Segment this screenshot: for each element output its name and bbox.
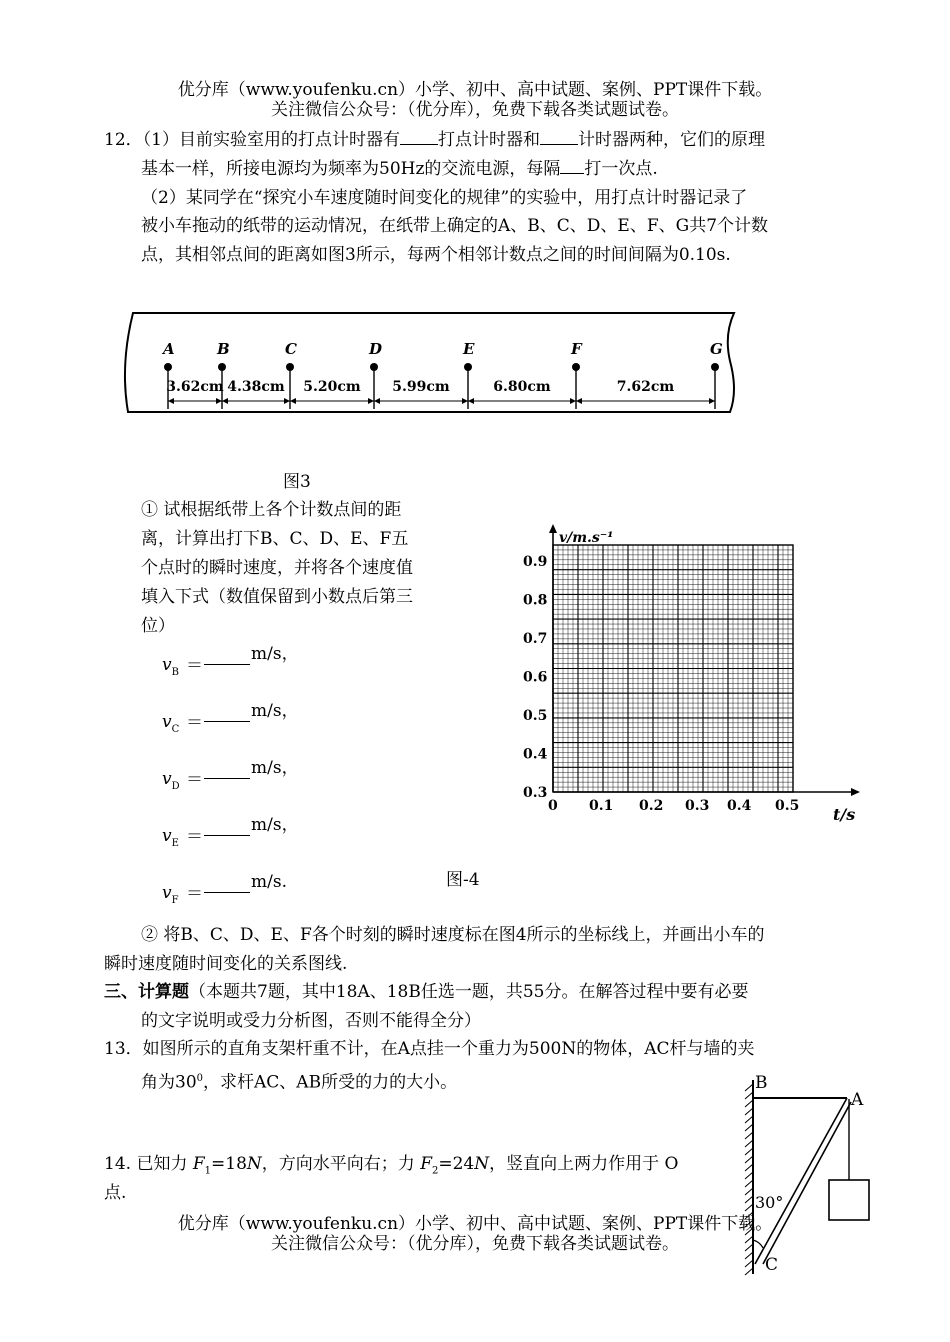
hatch-line bbox=[745, 1180, 753, 1187]
x-tick-label: 0 bbox=[548, 798, 558, 814]
answer-blank[interactable] bbox=[204, 817, 250, 836]
y-tick-label: 0.7 bbox=[523, 631, 548, 647]
dimension-arrow bbox=[216, 398, 222, 404]
section3-line-1 bbox=[104, 978, 748, 1007]
label-angle: 30° bbox=[755, 1193, 784, 1212]
section3-title: 三、计算题 bbox=[104, 982, 189, 1002]
q14-text-b: =18 bbox=[211, 1154, 247, 1174]
hatch-line bbox=[745, 1164, 753, 1171]
y-axis-arrow bbox=[549, 524, 557, 533]
q13-line-1 bbox=[104, 1035, 755, 1064]
tape-distance-label: 7.62cm bbox=[616, 379, 675, 395]
hatch-line bbox=[745, 1196, 753, 1203]
f2-symbol: F bbox=[420, 1154, 432, 1174]
q12-part2-line-2: 被小车拖动的纸带的运动情况，在纸带上确定的A、B、C、D、E、F、G共7个计数 bbox=[141, 216, 769, 236]
velocity-symbol bbox=[162, 769, 180, 792]
hatch-line bbox=[745, 1268, 753, 1275]
equals-sign: ＝ bbox=[186, 656, 203, 676]
hatch-line bbox=[745, 1172, 753, 1179]
q12-part2-line-3: 点，其相邻点间的距离如图3所示，每两个相邻计数点之间的时间间隔为0.10s. bbox=[141, 245, 731, 265]
equals-sign: ＝ bbox=[186, 827, 203, 847]
x-axis-arrow bbox=[851, 788, 860, 796]
tape-distance-label: 5.20cm bbox=[303, 379, 361, 395]
tape-outline bbox=[125, 313, 734, 412]
tape-distance-label: 4.38cm bbox=[227, 379, 285, 395]
hatch-line bbox=[745, 1148, 753, 1155]
answer-blank[interactable] bbox=[560, 155, 584, 174]
q14-text-c: ，方向水平向右；力 bbox=[261, 1154, 421, 1174]
q12-part1-text-c: 计时器两种，它们的原理 bbox=[577, 130, 765, 150]
velocity-symbol bbox=[162, 655, 179, 678]
x-tick-label: 0.2 bbox=[639, 798, 664, 814]
f1-subscript: 1 bbox=[204, 1165, 212, 1177]
q13-superscript: 0 bbox=[196, 1073, 204, 1084]
hatch-line bbox=[745, 1156, 753, 1163]
v-symbol: v bbox=[162, 883, 172, 903]
v-subscript: C bbox=[171, 724, 180, 735]
dimension-arrow bbox=[290, 398, 296, 404]
q12-part1-text-b: 打点计时器和 bbox=[437, 130, 540, 150]
y-axis-label: v/m.s⁻¹ bbox=[559, 530, 614, 546]
dimension-arrow bbox=[374, 398, 380, 404]
hatch-line bbox=[745, 1116, 753, 1123]
v-subscript: B bbox=[171, 667, 179, 678]
header-line-2: 关注微信公众号：（优分库），免费下载各类试题试卷。 bbox=[271, 100, 679, 120]
dimension-arrow bbox=[468, 398, 474, 404]
velocity-symbol bbox=[162, 883, 179, 906]
velocity-unit: m/s. bbox=[251, 872, 287, 892]
sub1-line: 位） bbox=[141, 616, 175, 636]
unit-n: N bbox=[474, 1154, 490, 1174]
y-tick-label: 0.5 bbox=[523, 708, 548, 724]
v-subscript: F bbox=[171, 895, 179, 906]
velocity-unit: m/s， bbox=[251, 644, 299, 664]
x-axis-label: t/s bbox=[833, 805, 856, 824]
hatch-line bbox=[745, 1124, 753, 1131]
dimension-arrow bbox=[168, 398, 174, 404]
sub1-line: 离，计算出打下B、C、D、E、F五 bbox=[141, 529, 409, 549]
q12-line-2 bbox=[141, 155, 658, 184]
hatch-line bbox=[745, 1188, 753, 1195]
footer-line-2: 关注微信公众号：（优分库），免费下载各类试题试卷。 bbox=[271, 1234, 679, 1254]
x-tick-label: 0.3 bbox=[685, 798, 710, 814]
answer-blank[interactable] bbox=[540, 126, 578, 145]
f2-subscript: 2 bbox=[431, 1165, 439, 1177]
dimension-arrow bbox=[570, 398, 576, 404]
hatch-line bbox=[745, 1084, 753, 1091]
q14-text-e: ，竖直向上两力作用于 O bbox=[489, 1154, 679, 1174]
q12-part2-line-1: （2）某同学在“探究小车速度随时间变化的规律”的实验中，用打点计时器记录了 bbox=[141, 188, 748, 208]
tape-distance-label: 6.80cm bbox=[493, 379, 551, 395]
q12-part1-line2-text-a: 基本一样，所接电源均为频率为50Hz的交流电源，每隔 bbox=[141, 159, 561, 179]
hatch-line bbox=[745, 1260, 753, 1267]
answer-blank[interactable] bbox=[400, 126, 438, 145]
v-symbol: v bbox=[162, 655, 172, 675]
dimension-arrow bbox=[368, 398, 374, 404]
q14-text-d: =24 bbox=[438, 1154, 475, 1174]
y-tick-label: 0.6 bbox=[523, 669, 548, 686]
v-subscript: D bbox=[171, 781, 180, 792]
x-tick-label: 0.4 bbox=[727, 798, 752, 814]
x-tick-label: 0.5 bbox=[775, 798, 800, 814]
velocity-symbol bbox=[162, 826, 179, 849]
q12-part1-line2-text-b: 打一次点. bbox=[584, 159, 658, 179]
equals-sign: ＝ bbox=[186, 770, 203, 790]
answer-blank[interactable] bbox=[204, 760, 250, 779]
tape-marks bbox=[161, 340, 723, 409]
fig3-caption: 图3 bbox=[283, 472, 311, 492]
dimension-arrow bbox=[462, 398, 468, 404]
dimension-arrow bbox=[284, 398, 290, 404]
y-tick-label: 0.3 bbox=[523, 785, 548, 801]
sub1-line: 填入下式（数值保留到小数点后第三 bbox=[141, 587, 413, 607]
label-b: B bbox=[755, 1073, 768, 1093]
label-a: A bbox=[851, 1090, 864, 1110]
q13-number: 13． bbox=[104, 1039, 143, 1059]
answer-blank[interactable] bbox=[204, 874, 250, 893]
tape-point-label: C bbox=[285, 340, 297, 358]
equals-sign: ＝ bbox=[186, 713, 203, 733]
v-symbol: v bbox=[162, 712, 172, 732]
sub1-text bbox=[141, 496, 466, 641]
tape-distance-label: 5.99cm bbox=[392, 379, 450, 395]
q14-text-a: 14. 已知力 bbox=[104, 1154, 193, 1174]
section3-desc: （本题共7题，其中18A、18B任选一题，共55分。在解答过程中要有必要 bbox=[189, 982, 749, 1002]
q12-part1-text-a: （1）目前实验室用的打点计时器有 bbox=[142, 130, 400, 150]
v-subscript: E bbox=[171, 838, 179, 849]
tape-distance-label: 3.62cm bbox=[166, 379, 224, 395]
v-symbol: v bbox=[162, 826, 172, 846]
dimension-arrow bbox=[576, 398, 582, 404]
velocity-unit: m/s， bbox=[251, 815, 299, 835]
q14-line-2: 点. bbox=[104, 1183, 127, 1203]
header-line-1: 优分库（www.youfenku.cn）小学、初中、高中试题、案例、PPT课件下载。 bbox=[177, 80, 773, 100]
tape-point-label: D bbox=[369, 340, 383, 358]
tape-point-label: F bbox=[571, 340, 582, 358]
graph-grid bbox=[553, 545, 793, 792]
hatch-line bbox=[745, 1132, 753, 1139]
f1-symbol: F bbox=[192, 1154, 205, 1174]
sub2-line-2: 瞬时速度随时间变化的关系图线. bbox=[104, 954, 348, 974]
dimension-arrow bbox=[222, 398, 228, 404]
y-tick-label: 0.4 bbox=[523, 746, 548, 763]
answer-blank[interactable] bbox=[204, 646, 250, 665]
velocity-time-graph bbox=[515, 520, 870, 825]
tape-point-label: G bbox=[710, 340, 723, 358]
tape-point-label: E bbox=[463, 340, 475, 358]
hatch-line bbox=[745, 1140, 753, 1147]
q12-number: 12． bbox=[104, 130, 143, 150]
hatch-line bbox=[745, 1092, 753, 1099]
equals-sign: ＝ bbox=[186, 884, 203, 904]
y-tick-label: 0.8 bbox=[523, 592, 548, 609]
label-c: C bbox=[765, 1255, 779, 1275]
section3-line-2: 的文字说明或受力分析图，否则不能得全分） bbox=[141, 1011, 481, 1031]
sub1-line: ① 试根据纸带上各个计数点间的距 bbox=[141, 500, 402, 520]
v-symbol: v bbox=[162, 769, 172, 789]
unit-n: N bbox=[246, 1154, 262, 1174]
footer-line-1: 优分库（www.youfenku.cn）小学、初中、高中试题、案例、PPT课件下载。 bbox=[177, 1214, 773, 1234]
q13-text-1: 如图所示的直角支架杆重不计，在A点挂一个重力为500N的物体，AC杆与墙的夹 bbox=[142, 1039, 755, 1059]
q13-line-2 bbox=[141, 1064, 457, 1098]
fig4-caption: 图-4 bbox=[446, 870, 480, 890]
sub1-line: 个点时的瞬时速度，并将各个速度值 bbox=[141, 558, 413, 578]
tape-point-label: B bbox=[217, 340, 230, 358]
y-tick-label: 0.9 bbox=[523, 554, 548, 570]
q13-text-2a: 角为30 bbox=[141, 1072, 197, 1093]
velocity-unit: m/s， bbox=[251, 701, 299, 721]
answer-blank[interactable] bbox=[204, 703, 250, 722]
q12-line-1 bbox=[104, 126, 765, 155]
hatch-line bbox=[745, 1108, 753, 1115]
velocity-symbol bbox=[162, 712, 179, 735]
dimension-arrow bbox=[709, 398, 715, 404]
velocity-unit: m/s， bbox=[251, 758, 299, 778]
paper-tape-figure bbox=[118, 305, 758, 420]
q14-line-1 bbox=[104, 1150, 678, 1185]
sub2-line-1: ② 将B、C、D、E、F各个时刻的瞬时速度标在图4所示的坐标线上，并画出小车的 bbox=[141, 925, 765, 945]
hatch-line bbox=[745, 1100, 753, 1107]
q13-text-2b: ，求杆AC、AB所受的力的大小。 bbox=[203, 1072, 458, 1093]
x-tick-label: 0.1 bbox=[589, 798, 614, 814]
tape-point-label: A bbox=[163, 340, 175, 358]
